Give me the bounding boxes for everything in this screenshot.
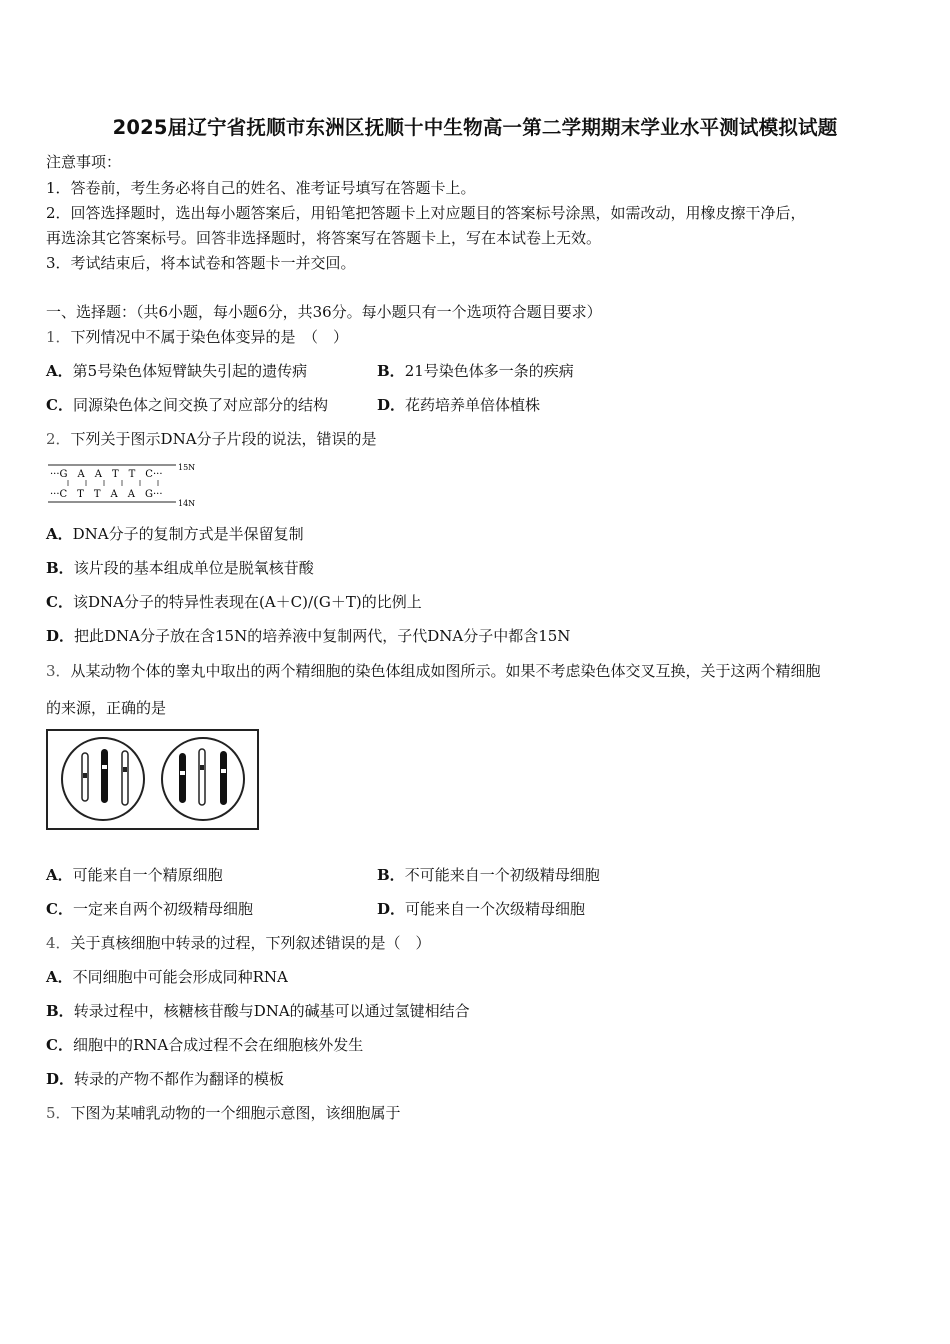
sperm-cells-figure <box>46 729 260 831</box>
question-2-stem <box>46 429 377 449</box>
dna-bottom-strand: ···C T T A A G··· <box>50 489 163 500</box>
question-3-stem <box>46 661 821 681</box>
notice-item-2: 2．回答选择题时，选出每小题答案后，用铅笔把答题卡上对应题目的答案标号涂黑，如需改动，用橡皮擦干净后， <box>46 204 806 222</box>
question-number: 5． <box>46 1104 71 1122</box>
q4-option-c: C．细胞中的RNA合成过程不会在细胞核外发生 <box>46 1036 364 1054</box>
q2-option-c: C．该DNA分子的特异性表现在(A＋C)/(G＋T)的比例上 <box>46 593 422 611</box>
page-title: 2025届辽宁省抚顺市东洲区抚顺十中生物高一第二学期期末学业水平测试模拟试题 <box>112 116 838 139</box>
dna-top-strand: ···G A A T T C··· <box>50 469 163 480</box>
question-text: 从某动物个体的睾丸中取出的两个精细胞的染色体组成如图所示。如果不考虑染色体交叉互换，关于这两个精细胞 <box>70 662 821 680</box>
notice-item-3: 3．考试结束后，将本试卷和答题卡一并交回。 <box>46 254 356 272</box>
q2-option-b: B．该片段的基本组成单位是脱氧核苷酸 <box>46 559 314 577</box>
notice-item-1: 1．答卷前，考生务必将自己的姓名、准考证号填写在答题卡上。 <box>46 179 476 197</box>
q4-option-a: A．不同细胞中可能会形成同种RNA <box>46 968 288 986</box>
question-number: 1． <box>46 328 71 346</box>
q1-option-b: B．21号染色体多一条的疾病 <box>377 362 574 380</box>
question-text: 下图为某哺乳动物的一个细胞示意图，该细胞属于 <box>70 1104 401 1122</box>
q3-option-a: A．可能来自一个精原细胞 <box>46 866 223 884</box>
notice-item-2-cont: 再选涂其它答案标号。回答非选择题时，将答案写在答题卡上，写在本试卷上无效。 <box>46 229 602 247</box>
q3-option-b: B．不可能来自一个初级精母细胞 <box>377 866 600 884</box>
question-text: 下列关于图示DNA分子片段的说法，错误的是 <box>70 430 377 448</box>
question-text: 下列情况中不属于染色体变异的是 （ ） <box>70 328 349 346</box>
notice-heading: 注意事项： <box>46 153 122 171</box>
q1-option-c: C．同源染色体之间交换了对应部分的结构 <box>46 396 328 414</box>
dna-bottom-isotope-label: 14N <box>178 499 196 508</box>
q4-option-b: B．转录过程中，核糖核苷酸与DNA的碱基可以通过氢键相结合 <box>46 1002 470 1020</box>
question-5-stem <box>46 1103 401 1123</box>
question-number: 3． <box>46 662 71 680</box>
question-3-stem-cont: 的来源，正确的是 <box>46 699 167 717</box>
question-4-stem <box>46 933 431 953</box>
q2-option-a: A．DNA分子的复制方式是半保留复制 <box>46 525 304 543</box>
q1-option-a: A．第5号染色体短臂缺失引起的遗传病 <box>46 362 308 380</box>
question-1-stem <box>46 327 348 347</box>
dna-top-isotope-label: 15N <box>178 463 196 472</box>
question-text: 关于真核细胞中转录的过程，下列叙述错误的是（ ） <box>70 934 431 952</box>
q4-option-d: D．转录的产物不都作为翻译的模板 <box>46 1070 285 1088</box>
q2-option-d: D．把此DNA分子放在含15N的培养液中复制两代，子代DNA分子中都含15N <box>46 627 571 645</box>
q3-option-d: D．可能来自一个次级精母细胞 <box>377 900 586 918</box>
question-number: 4． <box>46 934 71 952</box>
dna-fragment-figure <box>46 460 206 510</box>
section-heading: 一、选择题：（共6小题，每小题6分，共36分。每小题只有一个选项符合题目要求） <box>46 303 602 321</box>
q1-option-d: D．花药培养单倍体植株 <box>377 396 541 414</box>
question-number: 2． <box>46 430 71 448</box>
q3-option-c: C．一定来自两个初级精母细胞 <box>46 900 253 918</box>
